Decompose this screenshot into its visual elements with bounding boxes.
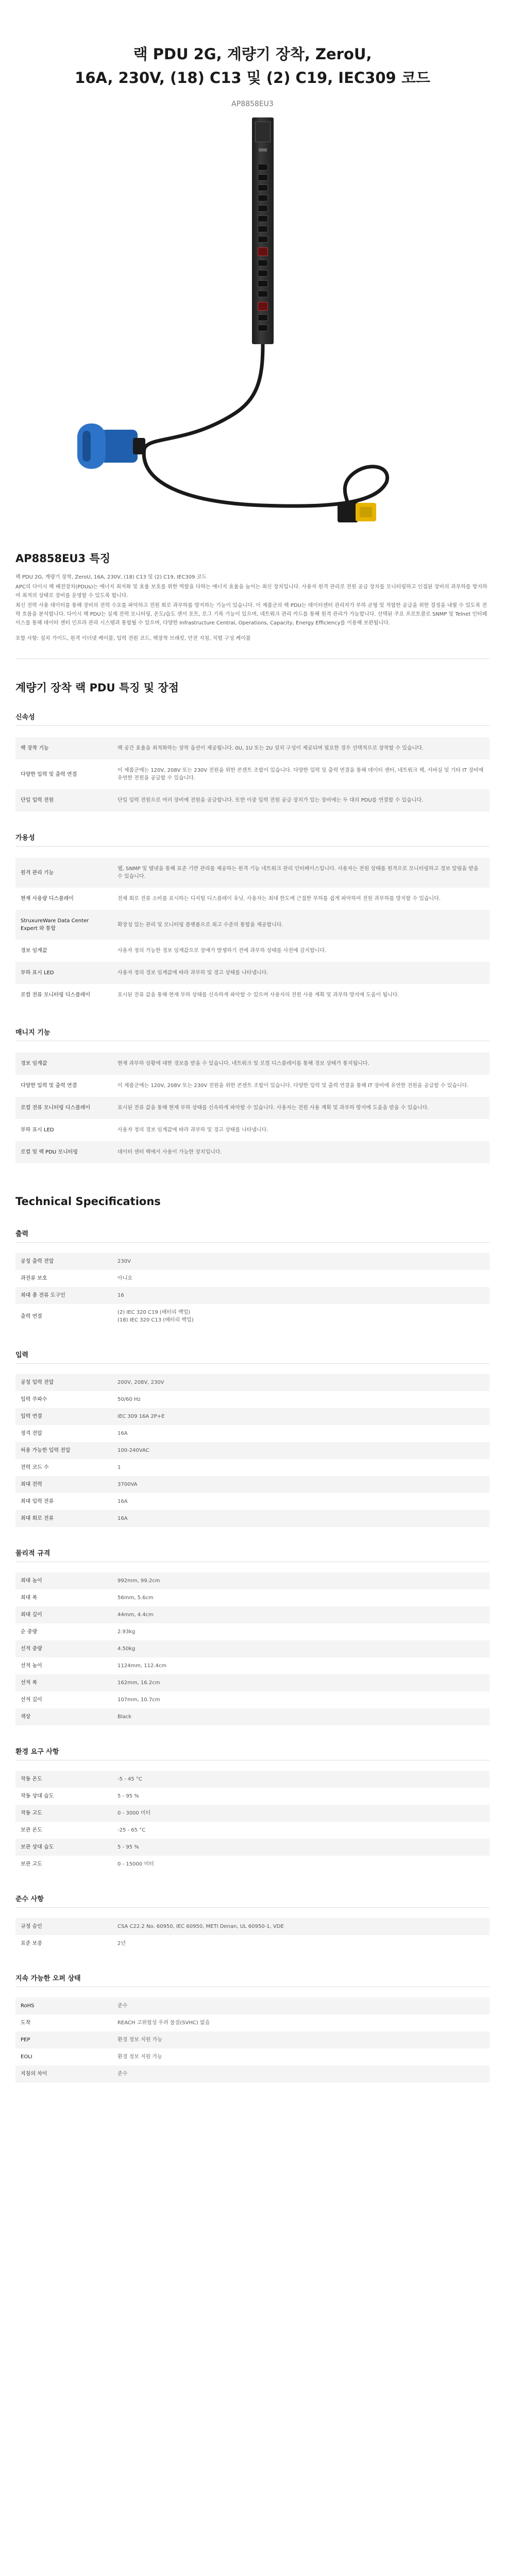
spec-value: 데이터 센터 랙에서 사용이 가능한 장치입니다. <box>112 1141 490 1163</box>
spec-label: 최대 높이 <box>15 1572 112 1589</box>
spec-label: 지침의 차이 <box>15 2065 112 2082</box>
spec-label: 보관 고도 <box>21 1861 42 1867</box>
spec-label: 입력 주파수 <box>21 1397 47 1402</box>
spec-value: IEC 309 16A 2P+E <box>112 1408 490 1425</box>
spec-value: 1124mm, 112.4cm <box>117 1663 167 1669</box>
spec-value: (2) IEC 320 C19 (배터리 백업) (18) IEC 320 C13 (배터리 백업) <box>117 1310 194 1323</box>
spec-label: 경보 임계값 <box>21 948 47 954</box>
spec-value: 이 제품군에는 120V, 208V 또는 230V 전원을 위한 콘센트 조합이 있습니다. 다양한 입력 및 출력 연결을 통해 데이터 센터, 네트워크 랙, 서버실 및 기타 IT 장비에 유연한 전원을 공급할 수 있습니다. <box>117 768 484 781</box>
table-row <box>15 1493 490 1510</box>
spec-value: 사용자 정의 경보 임계값에 따라 과부하 및 경고 상태를 나타냅니다. <box>112 962 490 984</box>
spec-label: 입력 연결 <box>15 1408 112 1425</box>
benefit-groups <box>15 711 490 1163</box>
spec-label: 최대 회로 전류 <box>15 1510 112 1527</box>
table-row <box>15 1075 490 1097</box>
table-row <box>15 1623 490 1640</box>
spec-label: 로컬 및 랙 PDU 모니터링 <box>15 1141 112 1163</box>
spec-table <box>15 858 490 1006</box>
table-row <box>15 2014 490 2031</box>
table-row <box>15 1674 490 1691</box>
spec-label: 선적 깊이 <box>21 1697 42 1703</box>
table-row <box>15 1119 490 1141</box>
table-row <box>15 1425 490 1442</box>
spec-label: 랙 장착 기능 <box>15 737 112 759</box>
spec-label: 공칭 출력 전압 <box>15 1253 112 1270</box>
table-row <box>15 1572 490 1589</box>
table-row <box>15 789 490 811</box>
spec-value: 16A <box>117 1431 128 1436</box>
table-row <box>15 1270 490 1287</box>
spec-value: 사용자 정의 가능한 경보 임계값으로 장애가 발생하기 전에 과부하 상태를 사전에 감지합니다. <box>117 948 327 954</box>
spec-value: 준수 <box>112 2065 490 2082</box>
table-row <box>15 1935 490 1952</box>
benefits-heading: 계량기 장착 랙 PDU 특징 및 장점 <box>15 682 179 694</box>
spec-value: CSA C22.2 No. 60950, IEC 60950, METI Denan, UL 60950-1, VDE <box>112 1918 490 1935</box>
spec-table <box>15 1374 490 1527</box>
spec-label: 규정 승인 <box>15 1918 112 1935</box>
spec-value: 5 - 95 % <box>117 1793 139 1799</box>
spec-value: 표시된 전류 값을 통해 현재 부하 상태를 신속하게 파악할 수 있으며 사용자의 전원 사용 계획 및 과부하 방지에 도움이 됩니다. <box>117 992 399 998</box>
spec-label: 보관 온도 <box>21 1827 42 1833</box>
table-row <box>15 1805 490 1822</box>
spec-label: 작동 고도 <box>15 1805 112 1822</box>
table-row <box>15 737 490 759</box>
spec-value: 44mm, 4.4cm <box>112 1606 490 1623</box>
iec309-plug-icon <box>77 423 145 469</box>
table-row <box>15 1856 490 1873</box>
summary-paragraph: 랙 PDU 2G, 계량기 장착, ZeroU, 16A, 230V, (18) C13 및 (2) C19, IEC309 코드 <box>15 574 207 580</box>
spec-label: 최대 깊이 <box>15 1606 112 1623</box>
spec-value: 현재 과부하 상황에 대한 경보를 받을 수 있습니다. 네트워크 및 로컬 디스플레이를 통해 경보 상태가 통지됩니다. <box>112 1053 490 1075</box>
table-row <box>15 1691 490 1708</box>
divider <box>15 658 490 659</box>
power-cord-image <box>15 111 490 539</box>
table-row <box>15 1657 490 1674</box>
spec-label: 선적 중량 <box>15 1640 112 1657</box>
table-row <box>15 1304 490 1329</box>
table-row <box>15 1997 490 2014</box>
spec-label: 출력 연결 <box>21 1313 42 1319</box>
spec-value: 162mm, 16.2cm <box>112 1674 490 1691</box>
spec-value: -25 - 65 °C <box>117 1827 146 1833</box>
tech-spec-groups <box>15 1228 490 2082</box>
spec-value: -5 - 45 °C <box>112 1771 490 1788</box>
spec-value: 환경 정보 지원 가능 <box>117 2054 162 2060</box>
product-sku: AP8858EU3 <box>231 100 274 108</box>
c19-connector-icon <box>338 502 376 522</box>
spec-value: 16A <box>112 1510 490 1527</box>
spec-value: 표시된 전류 값을 통해 현재 부하 상태를 신속하게 파악할 수 있습니다. 사용자는 전원 사용 계획 및 과부하 방지에 도움을 받을 수 있습니다. <box>112 1097 490 1119</box>
page-title <box>15 0 490 90</box>
spec-group-title: 매니지 기능 <box>15 1027 490 1041</box>
spec-group-title: 환경 요구 사항 <box>15 1746 490 1760</box>
spec-label: 선적 높이 <box>21 1663 42 1669</box>
spec-value: 230V <box>112 1253 490 1270</box>
spec-table <box>15 737 490 811</box>
spec-label: 선적 폭 <box>15 1674 112 1691</box>
spec-label: 작동 상대 습도 <box>21 1793 54 1799</box>
table-row <box>15 1771 490 1788</box>
spec-group-title: 신속성 <box>15 711 490 726</box>
spec-label: 최대 총 전류 도구인 <box>15 1287 112 1304</box>
spec-label: EOLI <box>21 2054 32 2060</box>
spec-value: Black <box>112 1708 490 1725</box>
spec-value: 50/60 Hz <box>117 1397 141 1402</box>
table-row <box>15 984 490 1006</box>
spec-group-title: 출력 <box>15 1228 490 1243</box>
spec-value: 5 - 95 % <box>112 1839 490 1856</box>
features-summary <box>15 573 490 628</box>
table-row <box>15 1408 490 1425</box>
table-row <box>15 1640 490 1657</box>
spec-label: 부하 표시 LED <box>21 1127 54 1133</box>
spec-label: 현재 사용량 디스플레이 <box>21 896 74 902</box>
product-image <box>15 111 490 539</box>
table-row <box>15 1510 490 1527</box>
spec-group-title: 가용성 <box>15 832 490 846</box>
spec-label: 최대 폭 <box>21 1595 38 1601</box>
table-row <box>15 910 490 940</box>
spec-table <box>15 1253 490 1329</box>
spec-label: 표준 보증 <box>21 1941 42 1946</box>
table-row <box>15 1442 490 1459</box>
spec-value: 랙 공간 효율을 최적화하는 장착 옵션이 제공됩니다. 0U, 1U 또는 2U 설치 구성이 제공되며 필요한 경우 선택적으로 장착할 수 있습니다. <box>112 737 490 759</box>
spec-label: 단일 입력 전원 <box>15 789 112 811</box>
table-row <box>15 1822 490 1839</box>
features-heading: AP8858EU3 특징 <box>15 552 110 565</box>
includes-note: 포함 사항: 설치 가이드, 원격 이더넷 케이블, 입력 전원 코드, 랙장착 브래킷, 안전 지침, 직렬 구성 케이블 <box>15 636 251 641</box>
table-row <box>15 1788 490 1805</box>
table-row <box>15 1287 490 1304</box>
spec-value: 웹, SNMP 및 텔넷을 통해 표준 기반 관리를 제공하는 원격 기능 네트워크 관리 인터페이스입니다. 사용자는 전원 상태를 원격으로 모니터링하고 경보 알림을 받을 수 있습니다. <box>112 858 490 888</box>
spec-label: PEP <box>15 2031 112 2048</box>
spec-label: 허용 가능한 입력 전압 <box>15 1442 112 1459</box>
spec-value: 107mm, 10.7cm <box>117 1697 160 1703</box>
spec-value: 992mm, 99.2cm <box>112 1572 490 1589</box>
table-row <box>15 1606 490 1623</box>
spec-table <box>15 1918 490 1952</box>
spec-value: 0 - 3000 미터 <box>112 1805 490 1822</box>
spec-label: 색상 <box>15 1708 112 1725</box>
spec-label: 부하 표시 LED <box>15 962 112 984</box>
table-row <box>15 759 490 789</box>
tech-specs-heading: Technical Specifications <box>15 1195 161 1208</box>
spec-table <box>15 1997 490 2082</box>
spec-value: 16 <box>112 1287 490 1304</box>
spec-value: 56mm, 5.6cm <box>117 1595 154 1601</box>
spec-label: 다양한 입력 및 출력 연결 <box>21 1083 77 1089</box>
spec-label: 로컬 전류 모니터링 디스플레이 <box>15 1097 112 1119</box>
spec-value: 3700VA <box>112 1476 490 1493</box>
spec-label: 최대 전력 <box>15 1476 112 1493</box>
spec-group-title: 입력 <box>15 1349 490 1364</box>
spec-value: 확장성 있는 관리 및 모니터링 플랫폼으로 최고 수준의 통합을 제공합니다. <box>112 910 490 940</box>
spec-value: 2년 <box>117 1941 126 1946</box>
spec-label: StruxureWare Data Center Expert 와 통합 <box>15 910 112 940</box>
table-row <box>15 1374 490 1391</box>
table-row <box>15 962 490 984</box>
spec-label: 다양한 입력 및 출력 연결 <box>21 771 77 777</box>
table-row <box>15 888 490 910</box>
table-row <box>15 1589 490 1606</box>
spec-value: 환경 정보 지원 가능 <box>112 2031 490 2048</box>
table-row <box>15 1141 490 1163</box>
spec-table <box>15 1053 490 1163</box>
summary-paragraph: 최신 전력 사용 데이터를 통해 장비의 전력 수요를 파악하고 전원 회로 과부하를 방지하는 기능이 있습니다. 이 제품군의 랙 PDU는 데이터센터 관리자가 부하 균형 및 적합한 공급을 위한 결정을 내릴 수 있도록 전력 흐름을 분석합니다. 다이시 랙 PDU는 실제 전력 모니터링, 온도/습도 센서 포트, 로그 기록 기능이 있으며, 네트워크 관리 카드를 통해 원격 관리가 가능합니다. 선택된 주요 프로토콜로 SNMP 및 Telnet 인터페이스를 통해 데이터 센터 인프라 관리 시스템과 통합될 수 있으며, 다양한 Infrastructure Central, Operations, Capacity, Energy Efficiency를 이용해 보완됩니다. <box>15 603 487 626</box>
spec-value: 200V, 208V, 230V <box>112 1374 490 1391</box>
table-row <box>15 2048 490 2065</box>
spec-value: 아니요 <box>117 1276 132 1281</box>
spec-label: 정격 전압 <box>21 1431 42 1436</box>
spec-value: 사용자 정의 경보 임계값에 따라 과부하 및 경고 상태를 나타냅니다. <box>117 1127 268 1133</box>
spec-label: 보관 상대 습도 <box>15 1839 112 1856</box>
spec-label: 도착 <box>21 2020 31 2026</box>
spec-label: 공칭 입력 전압 <box>15 1374 112 1391</box>
spec-value: 100-240VAC <box>112 1442 490 1459</box>
table-row <box>15 2031 490 2048</box>
table-row <box>15 940 490 962</box>
summary-paragraph: APC의 다이시 랙 배전장치(PDUs)는 에너지 최저화 및 효율 보호를 위한 역할을 다하는 에너지 효율을 높이는 최신 장치입니다. 사용자 원격 관리로 전원 공급 장치를 모니터링하고 인접된 장비의 과부하를 방지하여 최적의 상태로 장비를 운영할 수 있도록 합니다. <box>15 584 487 599</box>
spec-label: 원격 관리 기능 <box>15 858 112 888</box>
spec-label: 로컬 전류 모니터링 디스플레이 <box>21 992 91 998</box>
spec-value: REACH 고위험성 우려 물질(SVHC) 없음 <box>117 2020 210 2026</box>
spec-value: 단일 입력 전원으로 여러 장비에 전원을 공급합니다. 또한 이중 입력 전원 공급 장치가 있는 장비에는 두 대의 PDU를 연결할 수 있습니다. <box>112 789 490 811</box>
spec-value: 1 <box>117 1465 121 1470</box>
spec-label: 작동 온도 <box>15 1771 112 1788</box>
spec-label: 전력 코드 수 <box>21 1465 49 1470</box>
table-row <box>15 1053 490 1075</box>
spec-table <box>15 1771 490 1873</box>
table-row <box>15 1391 490 1408</box>
spec-label: 순 중량 <box>21 1629 38 1635</box>
spec-value: 2.93kg <box>117 1629 136 1635</box>
title-line-2: 16A, 230V, (18) C13 및 (2) C19, IEC309 코드 <box>75 69 430 87</box>
spec-value: 전체 회로 전류 소비를 표시하는 디지털 디스플레이 유닛. 사용자는 최대 한도에 근접한 부하를 쉽게 파악하여 전원 과부하를 방지할 수 있습니다. <box>117 896 441 902</box>
title-line-1: 랙 PDU 2G, 계량기 장착, ZeroU, <box>133 45 372 63</box>
table-row <box>15 1918 490 1935</box>
spec-group-title: 지속 가능한 오퍼 상태 <box>15 1973 490 1987</box>
spec-value: 16A <box>117 1499 128 1504</box>
table-row <box>15 858 490 888</box>
table-row <box>15 1708 490 1725</box>
table-row <box>15 1476 490 1493</box>
table-row <box>15 1097 490 1119</box>
spec-label: 최대 입력 전류 <box>21 1499 54 1504</box>
spec-group-title: 준수 사항 <box>15 1893 490 1908</box>
spec-value: 4.50kg <box>112 1640 490 1657</box>
table-row <box>15 2065 490 2082</box>
spec-value: 0 - 15000 미터 <box>117 1861 154 1867</box>
spec-group-title: 물리적 규격 <box>15 1548 490 1562</box>
spec-value: 준수 <box>112 1997 490 2014</box>
spec-table <box>15 1572 490 1725</box>
table-row <box>15 1459 490 1476</box>
spec-label: 과전류 보호 <box>21 1276 47 1281</box>
spec-label: RoHS <box>15 1997 112 2014</box>
spec-value: 이 제품군에는 120V, 208V 또는 230V 전원을 위한 콘센트 조합이 있습니다. 다양한 입력 및 출력 연결을 통해 IT 장비에 유연한 전원을 공급할 수 있습니다. <box>117 1083 469 1089</box>
table-row <box>15 1253 490 1270</box>
spec-label: 경보 임계값 <box>15 1053 112 1075</box>
table-row <box>15 1839 490 1856</box>
